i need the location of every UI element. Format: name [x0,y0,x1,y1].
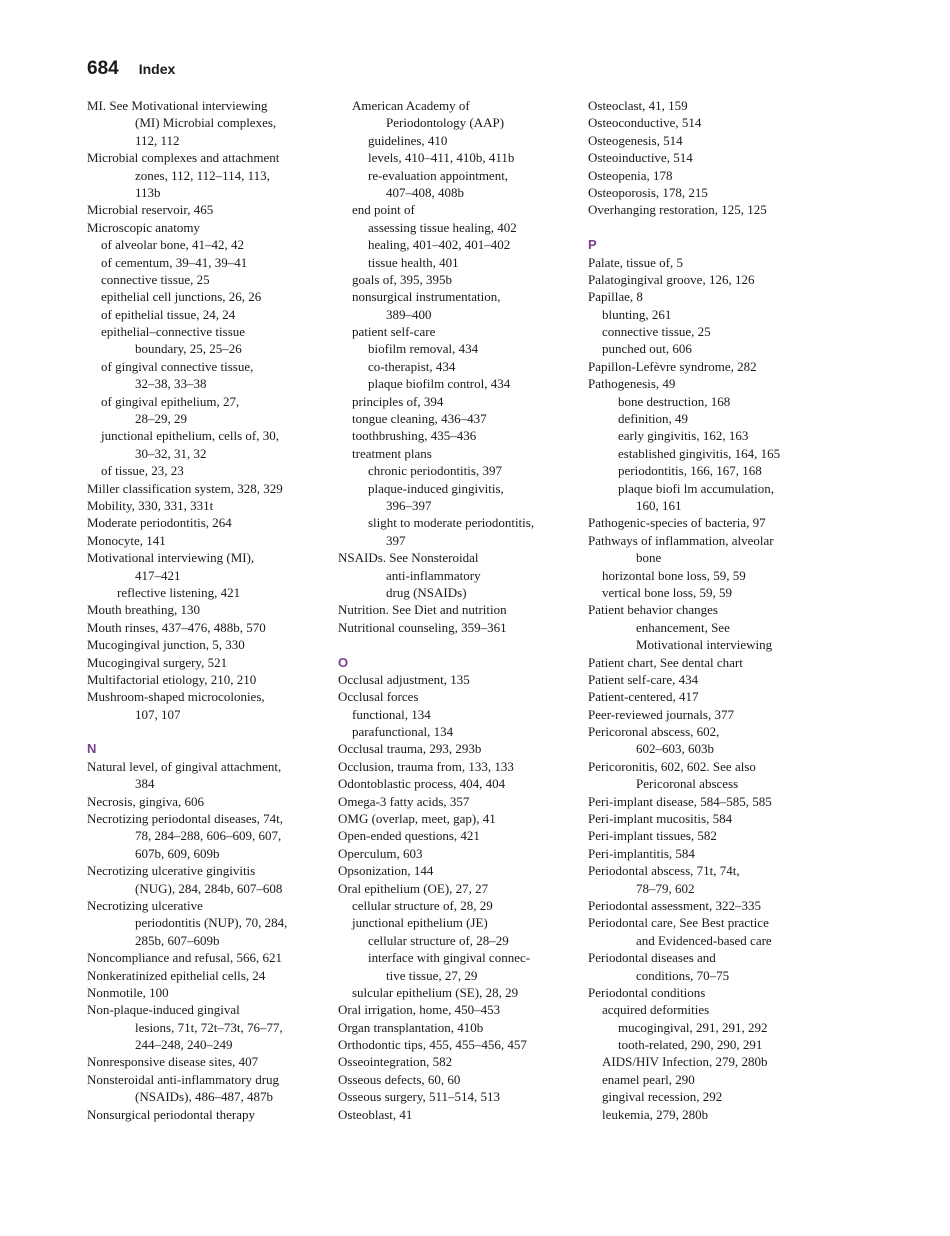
index-column-2 [338,97,570,1123]
index-entry: Pathways of inflammation, alveolar [588,532,774,548]
index-entry: Oral epithelium (OE), 27, 27 [338,880,489,896]
index-subentry: sulcular epithelium (SE), 28, 29 [352,984,519,1000]
index-entry: Osseous defects, 60, 60 [338,1071,461,1087]
index-subentry: co-therapist, 434 [368,358,456,374]
index-entry: Osteogenesis, 514 [588,132,683,148]
index-subentry: guidelines, 410 [368,132,448,148]
index-entry-continuation: tive tissue, 27, 29 [386,967,478,983]
index-subentry: connective tissue, 25 [101,271,210,287]
index-entry-continuation: 78–79, 602 [636,880,695,896]
index-entry: Operculum, 603 [338,845,423,861]
index-entry: Oral irrigation, home, 450–453 [338,1002,501,1018]
index-entry-continuation: 113b [135,184,161,200]
index-entry-continuation: (NUG), 284, 284b, 607–608 [135,880,283,896]
index-entry: Papillae, 8 [588,289,643,305]
index-subentry: plaque-induced gingivitis, [368,480,504,496]
index-entry: Necrosis, gingiva, 606 [87,793,204,809]
index-entry: Occlusal adjustment, 135 [338,671,470,687]
index-subentry: early gingivitis, 162, 163 [618,428,749,444]
index-subentry: functional, 134 [352,706,431,722]
index-entry: Pathogenic-species of bacteria, 97 [588,515,766,531]
index-subentry: gingival recession, 292 [602,1089,723,1105]
index-entry-continuation: (MI) Microbial complexes, [135,115,277,131]
index-entry-continuation: 107, 107 [135,706,181,722]
index-subentry: of tissue, 23, 23 [101,463,184,479]
index-entry-continuation: 244–248, 240–249 [135,1037,233,1053]
index-subentry: cellular structure of, 28–29 [368,932,509,948]
index-entry: Papillon-Lefèvre syndrome, 282 [588,358,757,374]
index-subentry: slight to moderate periodontitis, [368,515,535,531]
index-entry-continuation: enhancement, See [636,619,730,635]
index-subentry: junctional epithelium (JE) [352,915,488,931]
index-subentry: goals of, 395, 395b [352,271,453,287]
index-subentry: of gingival epithelium, 27, [101,393,240,409]
index-entry: Osteoporosis, 178, 215 [588,184,708,200]
index-subentry: of gingival connective tissue, [101,358,254,374]
index-subentry: horizontal bone loss, 59, 59 [602,567,746,583]
index-subentry: American Academy of [352,98,470,113]
index-subentry: connective tissue, 25 [602,324,711,340]
index-subentry: nonsurgical instrumentation, [352,289,501,305]
index-subentry: tooth-related, 290, 290, 291 [618,1037,763,1053]
index-entry: Pericoronal abscess, 602, [588,724,720,740]
index-entry-continuation: 30–32, 31, 32 [135,445,207,461]
index-subentry: blunting, 261 [602,306,672,322]
index-entry-continuation: bone [636,550,662,566]
index-subentry: tissue health, 401 [368,254,459,270]
index-entry-continuation: Motivational interviewing [636,637,773,653]
index-entry: Occlusal forces [338,689,419,705]
index-entry: Overhanging restoration, 125, 125 [588,202,767,218]
index-entry-continuation: 78, 284–288, 606–609, 607, [135,828,282,844]
index-entry: Mouth rinses, 437–476, 488b, 570 [87,619,266,635]
index-subentry: epithelial–connective tissue [101,324,246,340]
index-entry-continuation: periodontitis (NUP), 70, 284, [135,915,288,931]
index-entry: Open-ended questions, 421 [338,828,480,844]
index-entry-continuation: 160, 161 [636,497,682,513]
index-entry-continuation: 397 [386,532,406,548]
index-entry-continuation: conditions, 70–75 [636,967,730,983]
index-entry: Palate, tissue of, 5 [588,254,683,270]
index-subentry: toothbrushing, 435–436 [352,428,477,444]
index-entry-continuation: 607b, 609, 609b [135,845,220,861]
index-entry: Monocyte, 141 [87,532,166,548]
index-subentry: plaque biofilm control, 434 [368,376,511,392]
index-subentry: vertical bone loss, 59, 59 [602,584,732,600]
index-subentry: epithelial cell junctions, 26, 26 [101,289,262,305]
index-entry-continuation: and Evidenced-based care [636,932,772,948]
index-entry: Nutritional counseling, 359–361 [338,619,507,635]
index-subentry: enamel pearl, 290 [602,1071,695,1087]
index-entry: Periodontal assessment, 322–335 [588,897,761,913]
index-entry: Nonsteroidal anti-inflammatory drug [87,1071,280,1087]
index-entry: Organ transplantation, 410b [338,1019,484,1035]
index-subentry: leukemia, 279, 280b [602,1106,709,1122]
index-entry: Omega-3 fatty acids, 357 [338,793,470,809]
index-entry-continuation: 32–38, 33–38 [135,376,207,392]
index-entry: Peri-implantitis, 584 [588,845,695,861]
index-entry: Palatogingival groove, 126, 126 [588,271,755,287]
index-entry: Microbial complexes and attachment [87,150,280,166]
index-column-3 [588,97,820,1123]
index-entry: Occlusion, trauma from, 133, 133 [338,758,514,774]
index-entry: Osseous surgery, 511–514, 513 [338,1089,501,1105]
index-entry: Multifactorial etiology, 210, 210 [87,671,257,687]
index-subentry: re-evaluation appointment, [368,167,509,183]
index-subentry: patient self-care [352,324,436,340]
index-subentry: parafunctional, 134 [352,724,454,740]
index-entry: Osteoinductive, 514 [588,150,693,166]
index-entry-continuation: 285b, 607–609b [135,932,220,948]
index-entry: Mobility, 330, 331, 331t [87,497,214,513]
index-entry: Moderate periodontitis, 264 [87,515,232,531]
index-subentry: AIDS/HIV Infection, 279, 280b [602,1054,768,1070]
index-entry-continuation: 384 [135,776,155,792]
index-subentry: definition, 49 [618,411,689,427]
index-subentry: established gingivitis, 164, 165 [618,445,781,461]
index-subentry: levels, 410–411, 410b, 411b [368,150,515,166]
index-entry: Mouth breathing, 130 [87,602,201,618]
page-number: 684 [87,58,119,79]
index-entry: Patient-centered, 417 [588,689,699,705]
index-entry: NSAIDs. See Nonsteroidal [338,550,479,566]
index-entry-continuation: Periodontology (AAP) [386,115,505,131]
index-subentry: punched out, 606 [602,341,692,357]
index-entry-continuation: drug (NSAIDs) [386,584,467,600]
index-subentry: treatment plans [352,445,432,461]
index-subentry: cellular structure of, 28, 29 [352,897,493,913]
index-subentry: end point of [352,202,415,218]
index-entry-continuation: 28–29, 29 [135,411,187,427]
index-entry: Periodontal care, See Best practice [588,915,769,931]
index-entry-continuation: 417–421 [135,567,181,583]
index-entry: Peri-implant disease, 584–585, 585 [588,793,772,809]
index-subentry: tongue cleaning, 436–437 [352,411,487,427]
index-entry: Peer-reviewed journals, 377 [588,706,734,722]
section-letter-heading: O [338,654,349,670]
section-spacer [338,636,570,653]
index-entry-continuation: 407–408, 408b [386,184,464,200]
index-entry: Patient behavior changes [588,602,718,618]
index-entry-continuation: 396–397 [386,497,432,513]
page-header [87,58,175,80]
index-entry: Mucogingival surgery, 521 [87,654,228,670]
index-entry-continuation: boundary, 25, 25–26 [135,341,242,357]
index-entry: Peri-implant mucositis, 584 [588,811,733,827]
index-entry: Orthodontic tips, 455, 455–456, 457 [338,1037,527,1053]
index-column-1 [87,97,319,1123]
index-entry-continuation: Pericoronal abscess [636,776,739,792]
index-entry-continuation: zones, 112, 112–114, 113, [135,167,270,183]
index-entry-continuation: lesions, 71t, 72t–73t, 76–77, [135,1019,283,1035]
index-entry: Miller classification system, 328, 329 [87,480,283,496]
index-entry: Microscopic anatomy [87,219,200,235]
index-entry: Mushroom-shaped microcolonies, [87,689,265,705]
index-entry: Nonmotile, 100 [87,984,169,1000]
index-entry: Osteopenia, 178 [588,167,673,183]
section-spacer [588,219,820,236]
index-entry: Pathogenesis, 49 [588,376,676,392]
index-subentry: healing, 401–402, 401–402 [368,237,511,253]
index-subentry: reflective listening, 421 [117,584,241,600]
index-entry: Necrotizing ulcerative gingivitis [87,863,256,879]
index-subentry: of epithelial tissue, 24, 24 [101,306,236,322]
index-entry-continuation: anti-inflammatory [386,567,481,583]
index-subentry: of cementum, 39–41, 39–41 [101,254,248,270]
index-entry: Pericoronitis, 602, 602. See also [588,758,756,774]
index-entry: Patient chart, See dental chart [588,654,743,670]
index-entry: Osseointegration, 582 [338,1054,453,1070]
index-subentry: bone destruction, 168 [618,393,731,409]
index-subentry: interface with gingival connec- [368,950,531,966]
index-entry: Natural level, of gingival attachment, [87,758,282,774]
index-entry-continuation: (NSAIDs), 486–487, 487b [135,1089,273,1105]
index-entry: Nonkeratinized epithelial cells, 24 [87,967,266,983]
index-entry-continuation: 389–400 [386,306,432,322]
index-entry: Osteoconductive, 514 [588,115,702,131]
index-entry-continuation: 602–603, 603b [636,741,714,757]
index-subentry: periodontitis, 166, 167, 168 [618,463,762,479]
index-entry: Noncompliance and refusal, 566, 621 [87,950,282,966]
index-entry: Non-plaque-induced gingival [87,1002,240,1018]
index-subentry: mucogingival, 291, 291, 292 [618,1019,768,1035]
index-entry: OMG (overlap, meet, gap), 41 [338,811,496,827]
index-subentry: assessing tissue healing, 402 [368,219,517,235]
index-entry: Microbial reservoir, 465 [87,202,214,218]
index-entry: Osteoclast, 41, 159 [588,98,688,113]
index-entry: Peri-implant tissues, 582 [588,828,717,844]
running-head: Index [138,61,176,77]
index-entry: Periodontal diseases and [588,950,716,966]
index-entry: Opsonization, 144 [338,863,434,879]
section-spacer [87,723,319,740]
index-entry: Periodontal conditions [588,984,706,1000]
index-entry: Nonsurgical periodontal therapy [87,1106,255,1122]
index-subentry: of alveolar bone, 41–42, 42 [101,237,244,253]
index-entry: Periodontal abscess, 71t, 74t, [588,863,740,879]
index-subentry: principles of, 394 [352,393,444,409]
index-subentry: plaque biofi lm accumulation, [618,480,774,496]
index-subentry: chronic periodontitis, 397 [368,463,502,479]
index-entry: Occlusal trauma, 293, 293b [338,741,482,757]
index-entry: Motivational interviewing (MI), [87,550,255,566]
index-entry: MI. See Motivational interviewing [87,98,268,113]
index-entry: Necrotizing periodontal diseases, 74t, [87,811,284,827]
section-letter-heading: P [588,237,597,253]
index-entry: Odontoblastic process, 404, 404 [338,776,506,792]
section-letter-heading: N [87,741,97,757]
index-subentry: biofilm removal, 434 [368,341,479,357]
index-entry: Osteoblast, 41 [338,1106,413,1122]
index-subentry: acquired deformities [602,1002,710,1018]
index-entry-continuation: 112, 112 [135,132,180,148]
index-entry: Patient self-care, 434 [588,671,699,687]
index-subentry: junctional epithelium, cells of, 30, [101,428,279,444]
index-entry: Mucogingival junction, 5, 330 [87,637,245,653]
index-entry: Nonresponsive disease sites, 407 [87,1054,259,1070]
index-entry: Nutrition. See Diet and nutrition [338,602,507,618]
index-entry: Necrotizing ulcerative [87,897,203,913]
